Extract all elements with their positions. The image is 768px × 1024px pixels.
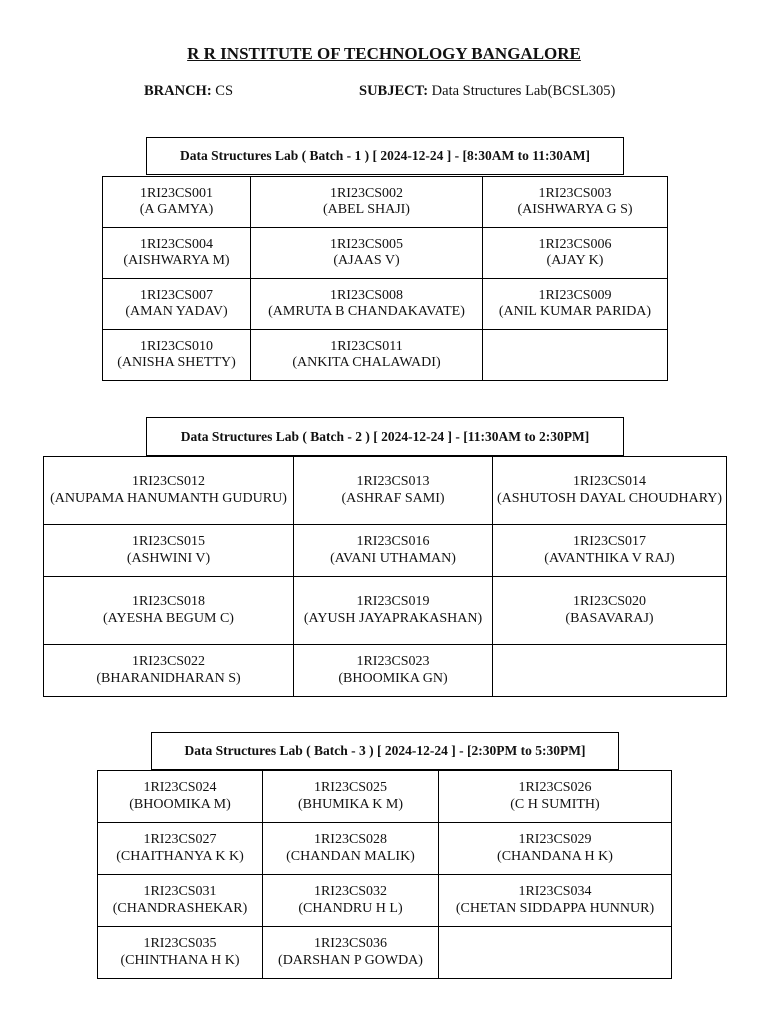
student-usn: 1RI23CS003 [538,185,612,201]
student-cell [493,645,727,697]
student-name: (ASHWINI V) [126,550,211,566]
student-name: (AVANI UTHAMAN) [330,550,456,566]
student-name: (ANISHA SHETTY) [117,355,236,370]
student-usn: 1RI23CS006 [538,236,612,252]
table-row [44,457,727,525]
student-cell [483,279,668,330]
table-row [98,875,672,927]
student-usn: 1RI23CS036 [313,936,388,951]
student-usn: 1RI23CS025 [313,780,388,795]
student-cell [483,330,668,381]
student-name: (CHANDAN MALIK) [286,848,415,864]
student-cell [44,645,294,697]
student-name: (BHUMIKA K M) [298,796,403,812]
institute-title: R R INSTITUTE OF TECHNOLOGY BANGALORE [187,44,581,63]
student-usn: 1RI23CS017 [572,534,647,549]
student-usn: 1RI23CS020 [572,594,647,609]
student-cell [103,177,251,228]
student-cell [493,525,727,577]
table-row [98,927,672,979]
table-row [44,525,727,577]
student-name: (ABEL SHAJI) [323,202,410,217]
student-cell [103,228,251,279]
student-name: (BHOOMIKA GN) [338,670,448,686]
table-row [44,645,727,697]
student-usn: 1RI23CS004 [139,236,214,252]
student-cell [439,823,672,875]
student-cell [439,771,672,823]
student-cell [493,457,727,525]
batch-2-heading: Data Structures Lab ( Batch - 2 ) [ 2024-12-24 ] - [11:30AM to 2:30PM] [146,417,624,456]
student-name: (CHANDANA H K) [497,848,613,864]
table-row [103,228,668,279]
student-cell [263,927,439,979]
student-cell [294,525,493,577]
student-usn: 1RI23CS029 [518,832,592,847]
student-cell [294,457,493,525]
student-name: (AMRUTA B CHANDAKAVATE) [268,304,465,319]
student-usn: 1RI23CS009 [538,287,612,303]
student-name: (ASHRAF SAMI) [341,490,445,506]
table-row [103,330,668,381]
student-name: (AJAAS V) [333,253,400,268]
student-cell [103,330,251,381]
student-usn: 1RI23CS027 [143,832,217,847]
student-cell [251,177,483,228]
student-cell [263,823,439,875]
student-cell [483,177,668,228]
student-cell [294,577,493,645]
student-name: (AISHWARYA M) [123,253,230,268]
student-cell [251,279,483,330]
student-usn: 1RI23CS001 [139,185,214,201]
student-name: (BHARANIDHARAN S) [96,670,241,686]
student-usn: 1RI23CS011 [330,338,403,354]
student-usn: 1RI23CS012 [131,474,206,489]
student-usn: 1RI23CS031 [143,884,217,899]
student-usn: 1RI23CS022 [131,654,206,669]
student-usn: 1RI23CS008 [329,287,404,303]
student-usn: 1RI23CS013 [356,474,430,489]
student-name: (CHANDRASHEKAR) [112,900,248,916]
student-name: (AVANTHIKA V RAJ) [544,550,675,566]
student-usn: 1RI23CS010 [139,338,214,354]
student-cell [98,771,263,823]
student-usn: 1RI23CS023 [356,654,430,669]
student-name: (BHOOMIKA M) [129,796,231,812]
student-name: (ANIL KUMAR PARIDA) [498,304,652,319]
student-name: (AJAY K) [546,253,604,268]
student-usn: 1RI23CS034 [518,884,592,899]
branch-info [144,83,233,100]
table-row [98,771,672,823]
table-row [103,279,668,330]
student-name: (CHANDRU H L) [298,900,403,916]
student-cell [251,228,483,279]
student-cell [263,771,439,823]
student-cell [493,577,727,645]
student-cell [98,875,263,927]
student-cell [44,525,294,577]
student-name: (AMAN YADAV) [125,304,228,319]
student-usn: 1RI23CS005 [329,236,404,252]
table-row [44,577,727,645]
student-cell [103,279,251,330]
student-usn: 1RI23CS035 [143,936,217,951]
branch-value: CS [215,83,234,99]
table-row [98,823,672,875]
student-cell [294,645,493,697]
student-name: (AYESHA BEGUM C) [103,610,234,626]
student-name: (ANUPAMA HANUMANTH GUDURU) [50,490,287,506]
student-cell [483,228,668,279]
student-cell [98,823,263,875]
batch-1-heading: Data Structures Lab ( Batch - 1 ) [ 2024-12-24 ] - [8:30AM to 11:30AM] [146,137,624,175]
student-usn: 1RI23CS014 [572,474,647,489]
subject-label: SUBJECT: [359,83,429,99]
batch-2-table [43,456,727,697]
student-name: (ASHUTOSH DAYAL CHOUDHARY) [496,490,723,506]
student-name: (CHETAN SIDDAPPA HUNNUR) [455,900,655,916]
student-usn: 1RI23CS015 [131,534,206,549]
student-cell [251,330,483,381]
student-name: (C H SUMITH) [510,796,600,812]
table-row [103,177,668,228]
student-name: (ANKITA CHALAWADI) [292,355,441,370]
student-usn: 1RI23CS024 [143,780,217,795]
student-cell [439,875,672,927]
student-name: (A GAMYA) [139,202,214,217]
batch-3-heading: Data Structures Lab ( Batch - 3 ) [ 2024-12-24 ] - [2:30PM to 5:30PM] [151,732,619,770]
student-name: (DARSHAN P GOWDA) [278,952,423,968]
student-usn: 1RI23CS018 [131,594,206,609]
student-name: (CHINTHANA H K) [120,952,240,968]
subject-info [359,83,615,100]
student-usn: 1RI23CS032 [313,884,388,899]
student-usn: 1RI23CS007 [139,287,214,303]
student-name: (AYUSH JAYAPRAKASHAN) [303,610,483,626]
student-name: (CHAITHANYA K K) [116,848,244,864]
branch-label: BRANCH: [144,83,212,99]
student-cell [439,927,672,979]
student-cell [44,577,294,645]
student-name: (BASAVARAJ) [565,610,654,626]
subject-value: Data Structures Lab(BCSL305) [431,83,616,99]
batch-1-table [102,176,668,381]
batch-3-table [97,770,672,979]
student-usn: 1RI23CS028 [313,832,388,847]
student-usn: 1RI23CS019 [356,594,430,609]
student-cell [44,457,294,525]
student-usn: 1RI23CS026 [518,780,592,795]
student-usn: 1RI23CS016 [356,534,430,549]
student-cell [263,875,439,927]
student-name: (AISHWARYA G S) [517,202,633,217]
student-cell [98,927,263,979]
student-usn: 1RI23CS002 [329,185,404,201]
